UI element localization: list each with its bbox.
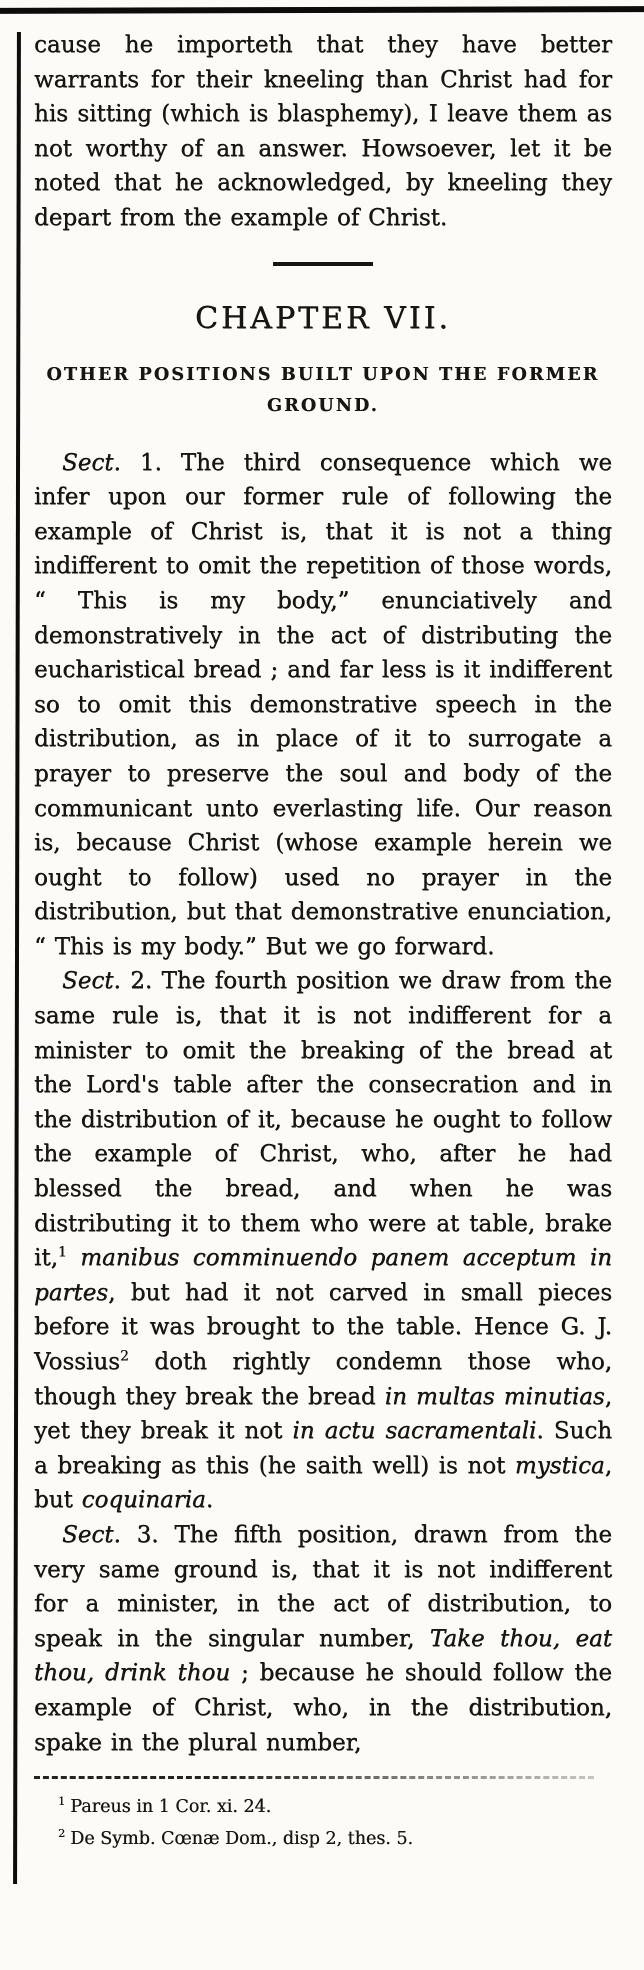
chapter-subtitle-line-1: OTHER POSITIONS BUILT UPON THE FORMER xyxy=(46,364,600,385)
footnote-2 xyxy=(58,1823,612,1855)
chapter-separator-rule xyxy=(273,262,373,266)
footnote-1-marker: 1 xyxy=(58,1794,66,1809)
chapter-title: CHAPTER VII. xyxy=(195,300,451,336)
footnote-1-text: Pareus in 1 Cor. xi. 24. xyxy=(70,1797,272,1818)
chapter-subtitle-line-2: GROUND. xyxy=(266,395,380,416)
section-1-paragraph: Sect. 1. The third consequence which we infer upon our former rule of following the example of Christ is, that it is not a thing indifferent to omit the repetition of those words, “ This is my body,” enunciatively and demonstratively in the act of distributing the eucharistical bread ; and far less is it indifferent so to omit this demonstrative speech in the distribution, as in place of it to surrogate a prayer to preserve the soul and body of the communicant unto everlasting life. Our reason is, because Christ (whose example herein we ought to follow) used no prayer in the distribution, but that demonstrative enunciation, “ This is my body.” But we go forward. xyxy=(34,449,612,960)
paragraph-continuation-from-previous-page: cause he importeth that they have better warrants for their kneeling than Christ had for his sitting (which is blasphemy), I leave them as not worthy of an answer. Howsoever, let it be noted that he acknowledged, by kneeling they depart from the example of Christ. xyxy=(34,32,612,231)
section-2-paragraph: Sect. 2. The fourth position we draw from the same rule is, that it is not indifferent for a minister to omit the breaking of the bread at the Lord's table after the consecration and in the distribution of it, because he ought to follow the example of Christ, who, after he had blessed the bread, and when he was distributing it to them who were at table, brake it,$^1$ manibus comminuendo panem acceptum in partes, but had it not carved in small pieces before it was brought to the table. Hence G. J. Vossius$^2$ doth rightly condemn those who, though they break the bread in multas minutias, yet they break it not in actu sacramentali. Such a breaking as this (he saith well) is not mystica, but coquinaria. xyxy=(34,968,613,1514)
section-3-paragraph: Sect. 3. The fifth position, drawn from the very same ground is, that it is not indifferent for a minister, in the act of distribution, to speak in the singular number, Take thou, eat thou, drink thou ; because he should follow the example of Christ, who, in the distribution, spake in the plural number, xyxy=(34,1521,612,1756)
chapter-subtitle xyxy=(34,360,612,422)
page-text-column xyxy=(34,28,612,1855)
footnote-2-marker: 2 xyxy=(58,1826,66,1841)
footnote-2-text: De Symb. Cœnæ Dom., disp 2, thes. 5. xyxy=(70,1829,414,1850)
footnote-separator-rule xyxy=(34,1776,594,1779)
page-top-border-rule xyxy=(0,6,644,14)
footnote-1 xyxy=(58,1791,612,1823)
page-left-border-rule xyxy=(13,32,21,1884)
footnotes-block xyxy=(34,1791,612,1855)
